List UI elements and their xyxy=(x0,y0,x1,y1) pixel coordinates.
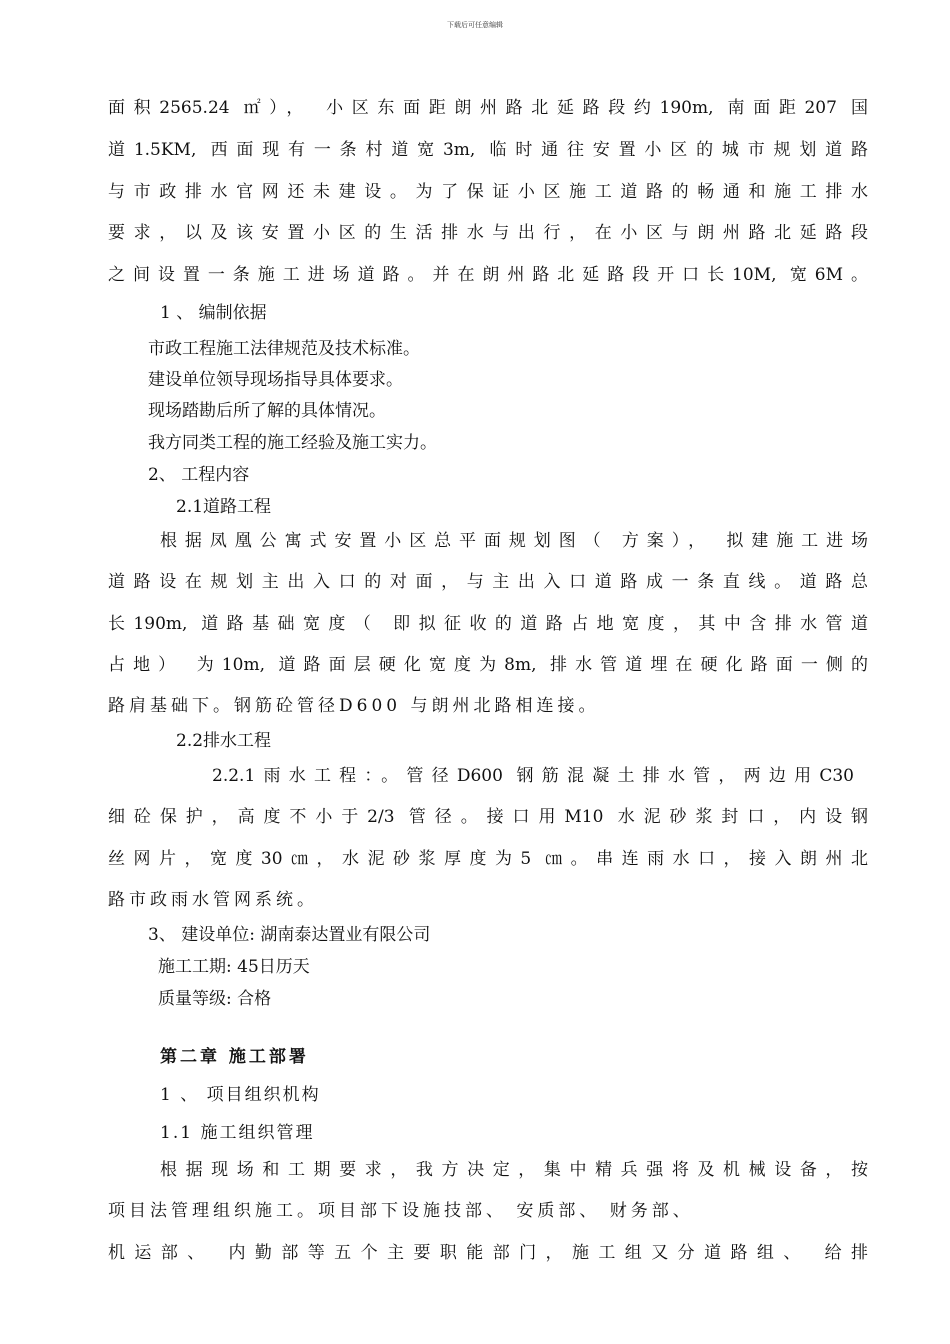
paragraph-line: 要求，以及该安置小区的生活排水与出行，在小区与朗州路北延路段 xyxy=(108,223,868,243)
section-heading: 3、 建设单位: 湖南泰达置业有限公司 xyxy=(148,925,431,945)
paragraph-line: 与市政排水官网还未建设。为了保证小区施工道路的畅通和施工排水 xyxy=(108,182,868,202)
paragraph-line: 机运部、 内勤部等五个主要职能部门，施工组又分道路组、 给排 xyxy=(108,1243,868,1263)
header-note: 下载后可任意编辑 xyxy=(447,21,503,29)
paragraph-line: 路肩基础下。钢筋砼管径D600 与朗州北路相连接。 xyxy=(108,696,600,716)
list-item: 建设单位领导现场指导具体要求。 xyxy=(148,370,403,390)
paragraph-line: 丝网片，宽度30㎝，水泥砂浆厚度为5 ㎝。串连雨水口，接入朗州北 xyxy=(108,849,868,869)
info-line: 质量等级: 合格 xyxy=(158,989,272,1009)
paragraph-line: 细砼保护，高度不小于2/3 管径。接口用M10 水泥砂浆封口，内设钢 xyxy=(108,807,868,827)
paragraph-line: 项目法管理组织施工。项目部下设施技部、 安质部、 财务部、 xyxy=(108,1201,694,1221)
section-heading: 2、 工程内容 xyxy=(148,465,250,485)
paragraph-line: 根据凤凰公寓式安置小区总平面规划图（ 方案）， 拟建施工进场 xyxy=(160,531,868,551)
section-heading: 1 、 编制依据 xyxy=(160,303,267,323)
paragraph-line: 面积2565.24 ㎡）， 小区东面距朗州路北延路段约190m, 南面距207 国 xyxy=(108,98,868,118)
info-line: 施工工期: 45日历天 xyxy=(158,957,310,977)
section-heading: 1 、 项目组织机构 xyxy=(160,1085,321,1105)
subsection-heading: 2.2排水工程 xyxy=(176,731,272,751)
paragraph-line: 之间设置一条施工进场道路。并在朗州路北延路段开口长10M, 宽6M。 xyxy=(108,265,868,285)
chapter-title: 第二章 施工部署 xyxy=(160,1047,309,1067)
paragraph-line: 根据现场和工期要求，我方决定，集中精兵强将及机械设备，按 xyxy=(160,1160,868,1180)
paragraph-line: 2.2.1雨水工程：。管径D600 钢筋混凝土排水管，两边用C30 xyxy=(212,766,854,786)
list-item: 市政工程施工法律规范及技术标准。 xyxy=(148,339,420,359)
paragraph-line: 道路设在规划主出入口的对面，与主出入口道路成一条直线。道路总 xyxy=(108,572,868,592)
subsection-heading: 2.1道路工程 xyxy=(176,497,272,517)
paragraph-line: 路市政雨水管网系统。 xyxy=(108,890,318,910)
paragraph-line: 道1.5KM, 西面现有一条村道宽3m, 临时通往安置小区的城市规划道路 xyxy=(108,140,868,160)
list-item: 现场踏勘后所了解的具体情况。 xyxy=(148,401,386,421)
paragraph-line: 长190m, 道路基础宽度（ 即拟征收的道路占地宽度，其中含排水管道 xyxy=(108,614,868,634)
paragraph-line: 占地） 为10m, 道路面层硬化宽度为8m, 排水管道埋在硬化路面一侧的 xyxy=(108,655,868,675)
list-item: 我方同类工程的施工经验及施工实力。 xyxy=(148,433,437,453)
subsection-heading: 1.1 施工组织管理 xyxy=(160,1123,315,1143)
